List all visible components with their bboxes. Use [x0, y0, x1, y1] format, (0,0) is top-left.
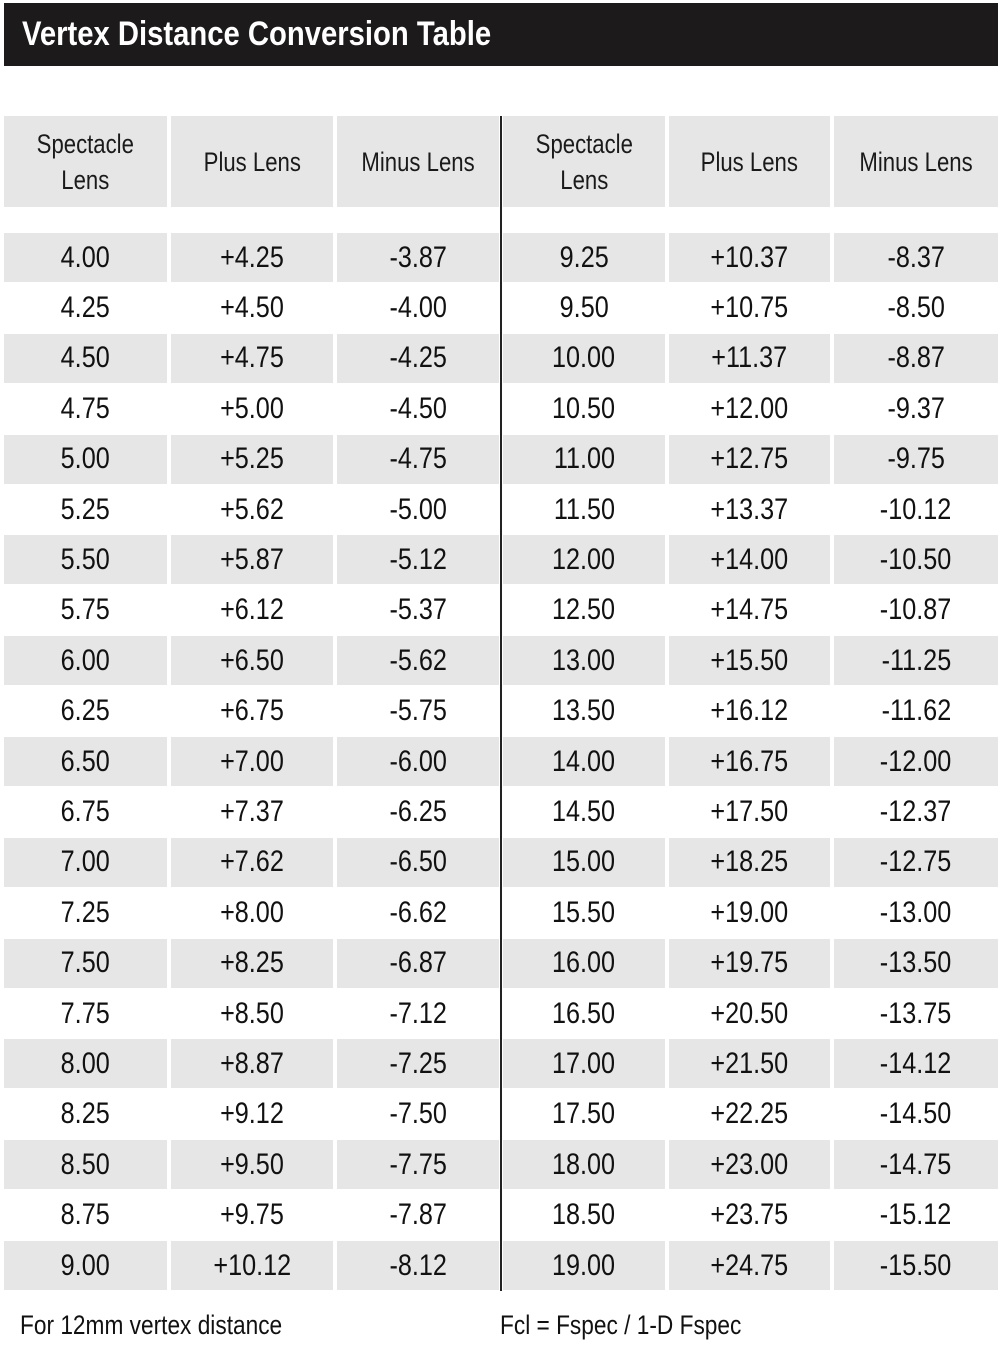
cell-value: -8.50	[887, 290, 945, 324]
table-cell	[669, 586, 830, 635]
header-line: Minus Lens	[361, 146, 475, 177]
footnote-formula: Fcl = Fspec / 1-D Fspec	[500, 1310, 742, 1340]
table-cell	[337, 334, 499, 383]
table-cell	[503, 334, 665, 383]
cell-value: 13.50	[552, 694, 616, 728]
cell-value: 4.75	[60, 391, 111, 425]
table-cell	[4, 435, 167, 484]
cell-value: -7.50	[389, 1097, 447, 1131]
cell-value: +9.75	[220, 1198, 284, 1232]
cell-value: +19.75	[710, 946, 789, 980]
table-cell	[503, 939, 665, 988]
cell-value: -6.00	[389, 744, 447, 778]
cell-value: +6.12	[220, 593, 284, 627]
cell-value: +18.25	[710, 845, 789, 879]
cell-value: 5.00	[60, 442, 111, 476]
column-header-minus-left	[337, 116, 499, 207]
cell-value: +14.75	[710, 593, 789, 627]
table-cell	[669, 939, 830, 988]
table-cell	[4, 1090, 167, 1139]
cell-value: 4.25	[60, 290, 111, 324]
table-cell	[171, 939, 333, 988]
cell-value: +15.50	[710, 643, 789, 677]
cell-value: +21.50	[710, 1046, 789, 1080]
cell-value: +5.25	[220, 442, 284, 476]
table-cell	[171, 838, 333, 887]
cell-value: +10.12	[213, 1248, 291, 1282]
table-cell	[669, 687, 830, 736]
table-cell	[171, 535, 333, 584]
table-cell	[503, 1140, 665, 1189]
header-line: Spectacle	[535, 128, 633, 159]
cell-value: 10.00	[552, 341, 616, 375]
cell-value: 6.75	[60, 794, 111, 828]
cell-value: 14.50	[552, 794, 616, 828]
cell-value: -11.62	[881, 694, 951, 728]
table-cell	[834, 334, 998, 383]
cell-value: +10.37	[710, 240, 789, 274]
cell-value: 6.00	[60, 643, 111, 677]
cell-value: -7.25	[389, 1046, 447, 1080]
table-cell	[337, 787, 499, 836]
table-cell	[669, 435, 830, 484]
table-cell	[834, 888, 998, 937]
cell-value: 5.25	[60, 492, 111, 526]
cell-value: -3.87	[389, 240, 447, 274]
cell-value: -11.25	[881, 643, 951, 677]
table-cell	[337, 1140, 499, 1189]
cell-value: 17.00	[552, 1046, 616, 1080]
column-header-plus-right	[669, 116, 830, 207]
cell-value: 11.50	[553, 492, 615, 526]
cell-value: -5.00	[389, 492, 447, 526]
table-cell	[669, 838, 830, 887]
column-divider	[500, 116, 502, 1291]
cell-value: +12.00	[710, 391, 789, 425]
cell-value: 7.75	[60, 996, 111, 1030]
cell-value: -7.12	[389, 996, 447, 1030]
cell-value: 13.00	[552, 643, 616, 677]
table-cell	[4, 1140, 167, 1189]
cell-value: 15.50	[552, 895, 616, 929]
table-cell	[337, 687, 499, 736]
column-header-label	[203, 144, 300, 180]
table-cell	[171, 233, 333, 282]
cell-value: +4.75	[220, 341, 284, 375]
table-cell	[337, 535, 499, 584]
table-cell	[669, 384, 830, 433]
cell-value: 12.00	[552, 542, 616, 576]
cell-value: -7.87	[389, 1198, 447, 1232]
table-cell	[503, 586, 665, 635]
table-cell	[503, 1039, 665, 1088]
table-cell	[4, 334, 167, 383]
table-cell	[669, 233, 830, 282]
cell-value: +19.00	[710, 895, 789, 929]
cell-value: -4.75	[389, 442, 447, 476]
table-cell	[669, 737, 830, 786]
table-cell	[171, 1191, 333, 1240]
table-cell	[4, 485, 167, 534]
cell-value: 6.25	[60, 694, 111, 728]
cell-value: 14.00	[552, 744, 616, 778]
cell-value: -6.62	[389, 895, 447, 929]
table-cell	[171, 989, 333, 1038]
table-cell	[503, 485, 665, 534]
cell-value: +10.75	[710, 290, 789, 324]
table-cell	[171, 737, 333, 786]
table-cell	[4, 1039, 167, 1088]
cell-value: 9.25	[559, 240, 609, 274]
table-cell	[669, 1191, 830, 1240]
table-cell	[834, 737, 998, 786]
cell-value: 7.50	[60, 946, 111, 980]
table-cell	[337, 586, 499, 635]
cell-value: +5.62	[220, 492, 284, 526]
table-cell	[834, 535, 998, 584]
cell-value: -4.00	[389, 290, 447, 324]
header-line: Plus Lens	[700, 146, 799, 177]
table-cell	[834, 1191, 998, 1240]
header-line: Minus Lens	[859, 146, 973, 177]
header-line: Spectacle	[36, 128, 135, 159]
cell-value: -12.37	[880, 794, 952, 828]
table-cell	[834, 1090, 998, 1139]
cell-value: 17.50	[552, 1097, 616, 1131]
cell-value: +16.12	[710, 694, 789, 728]
column-header-plus-left	[171, 116, 333, 207]
table-cell	[4, 687, 167, 736]
table-cell	[4, 636, 167, 685]
cell-value: +5.00	[220, 391, 284, 425]
table-cell	[337, 1241, 499, 1290]
cell-value: 19.00	[552, 1248, 616, 1282]
table-cell	[503, 233, 665, 282]
table-cell	[171, 636, 333, 685]
table-cell	[834, 1039, 998, 1088]
cell-value: 6.50	[60, 744, 111, 778]
column-header-label	[37, 126, 134, 198]
table-cell	[834, 233, 998, 282]
cell-value: +16.75	[710, 744, 789, 778]
cell-value: -5.75	[389, 694, 447, 728]
cell-value: 8.00	[60, 1046, 111, 1080]
table-cell	[4, 888, 167, 937]
table-cell	[834, 989, 998, 1038]
table-cell	[337, 485, 499, 534]
table-cell	[834, 787, 998, 836]
table-cell	[337, 233, 499, 282]
cell-value: +8.25	[220, 946, 284, 980]
table-cell	[171, 384, 333, 433]
cell-value: -14.12	[880, 1046, 952, 1080]
cell-value: -5.62	[389, 643, 447, 677]
table-cell	[4, 535, 167, 584]
cell-value: 8.75	[60, 1198, 111, 1232]
cell-value: +7.00	[220, 744, 284, 778]
table-cell	[669, 636, 830, 685]
table-cell	[4, 939, 167, 988]
table-cell	[669, 283, 830, 332]
table-cell	[4, 737, 167, 786]
cell-value: 16.50	[552, 996, 616, 1030]
table-cell	[503, 435, 665, 484]
table-cell	[337, 939, 499, 988]
table-cell	[337, 1191, 499, 1240]
table-cell	[669, 787, 830, 836]
cell-value: +8.50	[220, 996, 284, 1030]
cell-value: -14.50	[880, 1097, 952, 1131]
cell-value: -12.75	[880, 845, 952, 879]
cell-value: +6.75	[220, 694, 284, 728]
cell-value: +7.62	[220, 845, 284, 879]
column-header-label	[361, 144, 474, 180]
table-cell	[503, 787, 665, 836]
table-cell	[834, 435, 998, 484]
cell-value: -4.25	[389, 341, 447, 375]
table-cell	[503, 1191, 665, 1240]
cell-value: +7.37	[220, 794, 284, 828]
cell-value: +11.37	[711, 341, 788, 375]
table-cell	[171, 1140, 333, 1189]
table-cell	[669, 1140, 830, 1189]
table-cell	[171, 435, 333, 484]
cell-value: 4.00	[60, 240, 111, 274]
column-header-spectacle-right	[503, 116, 665, 207]
table-cell	[4, 1241, 167, 1290]
table-cell	[834, 838, 998, 887]
table-cell	[4, 989, 167, 1038]
table-cell	[171, 1241, 333, 1290]
cell-value: -6.87	[389, 946, 447, 980]
table-cell	[834, 939, 998, 988]
cell-value: -9.75	[887, 442, 945, 476]
table-cell	[834, 636, 998, 685]
table-cell	[171, 283, 333, 332]
cell-value: -5.12	[389, 542, 447, 576]
table-cell	[171, 485, 333, 534]
table-cell	[171, 687, 333, 736]
table-cell	[337, 1039, 499, 1088]
cell-value: -7.75	[389, 1147, 447, 1181]
cell-value: +4.25	[220, 240, 284, 274]
cell-value: 11.00	[553, 442, 615, 476]
cell-value: +14.00	[710, 542, 789, 576]
cell-value: 16.00	[552, 946, 616, 980]
table-cell	[171, 1090, 333, 1139]
column-header-label	[535, 126, 632, 198]
cell-value: -13.75	[880, 996, 952, 1030]
table-cell	[834, 485, 998, 534]
table-cell	[4, 787, 167, 836]
table-cell	[171, 888, 333, 937]
table-cell	[834, 687, 998, 736]
table-cell	[503, 989, 665, 1038]
table-cell	[834, 283, 998, 332]
table-cell	[171, 1039, 333, 1088]
cell-value: 5.50	[60, 542, 111, 576]
table-cell	[503, 1241, 665, 1290]
title-bar	[4, 3, 998, 66]
table-cell	[503, 535, 665, 584]
table-cell	[337, 435, 499, 484]
table-cell	[171, 586, 333, 635]
cell-value: +4.50	[220, 290, 284, 324]
cell-value: +17.50	[710, 794, 789, 828]
cell-value: -8.12	[389, 1248, 447, 1282]
cell-value: -15.50	[880, 1248, 952, 1282]
table-cell	[834, 1241, 998, 1290]
table-cell	[337, 838, 499, 887]
cell-value: +23.75	[710, 1198, 789, 1232]
footnote-vertex-distance: For 12mm vertex distance	[20, 1310, 283, 1340]
cell-value: +20.50	[710, 996, 789, 1030]
cell-value: -12.00	[880, 744, 952, 778]
table-cell	[669, 535, 830, 584]
cell-value: 15.00	[552, 845, 616, 879]
column-header-minus-right	[834, 116, 998, 207]
table-cell	[4, 283, 167, 332]
cell-value: +8.87	[220, 1046, 284, 1080]
table-cell	[337, 384, 499, 433]
table-cell	[337, 737, 499, 786]
cell-value: -13.00	[880, 895, 952, 929]
cell-value: +8.00	[220, 895, 284, 929]
cell-value: +9.50	[220, 1147, 284, 1181]
table-cell	[337, 636, 499, 685]
table-cell	[669, 334, 830, 383]
table-cell	[669, 1039, 830, 1088]
cell-value: -8.87	[887, 341, 945, 375]
table-cell	[503, 888, 665, 937]
cell-value: 18.50	[552, 1198, 616, 1232]
cell-value: 9.00	[60, 1248, 111, 1282]
table-cell	[4, 384, 167, 433]
cell-value: -10.87	[880, 593, 952, 627]
header-line: Lens	[61, 164, 110, 195]
cell-value: +24.75	[710, 1248, 789, 1282]
cell-value: 4.50	[60, 341, 111, 375]
cell-value: +9.12	[220, 1097, 284, 1131]
table-cell	[503, 384, 665, 433]
cell-value: -6.50	[389, 845, 447, 879]
cell-value: +6.50	[220, 643, 284, 677]
cell-value: -8.37	[887, 240, 945, 274]
cell-value: 8.50	[60, 1147, 111, 1181]
table-cell	[834, 586, 998, 635]
table-cell	[503, 838, 665, 887]
cell-value: 18.00	[552, 1147, 616, 1181]
cell-value: +5.87	[220, 542, 284, 576]
cell-value: 9.50	[559, 290, 609, 324]
table-cell	[669, 989, 830, 1038]
table-cell	[337, 1090, 499, 1139]
cell-value: +12.75	[710, 442, 789, 476]
table-cell	[669, 485, 830, 534]
table-cell	[669, 888, 830, 937]
cell-value: -6.25	[389, 794, 447, 828]
cell-value: -9.37	[887, 391, 945, 425]
column-header-spectacle-left	[4, 116, 167, 207]
table-cell	[337, 888, 499, 937]
table-cell	[4, 838, 167, 887]
table-cell	[503, 687, 665, 736]
page-title: Vertex Distance Conversion Table	[22, 15, 492, 53]
cell-value: -15.12	[880, 1198, 952, 1232]
cell-value: -10.50	[880, 542, 952, 576]
table-cell	[4, 1191, 167, 1240]
cell-value: 12.50	[552, 593, 616, 627]
table-cell	[503, 283, 665, 332]
table-cell	[337, 283, 499, 332]
cell-value: -4.50	[389, 391, 447, 425]
table-cell	[171, 334, 333, 383]
header-line: Lens	[559, 164, 608, 195]
table-cell	[834, 384, 998, 433]
cell-value: 10.50	[552, 391, 616, 425]
cell-value: +23.00	[710, 1147, 789, 1181]
table-cell	[4, 233, 167, 282]
column-header-label	[859, 144, 972, 180]
header-line: Plus Lens	[203, 146, 301, 177]
cell-value: 8.25	[60, 1097, 111, 1131]
cell-value: 7.25	[60, 895, 111, 929]
table-cell	[503, 636, 665, 685]
cell-value: -5.37	[389, 593, 447, 627]
cell-value: -10.12	[880, 492, 952, 526]
cell-value: 5.75	[60, 593, 111, 627]
cell-value: +13.37	[710, 492, 789, 526]
cell-value: -13.50	[880, 946, 952, 980]
table-cell	[337, 989, 499, 1038]
cell-value: 7.00	[60, 845, 111, 879]
table-cell	[503, 1090, 665, 1139]
table-cell	[503, 737, 665, 786]
table-cell	[834, 1140, 998, 1189]
cell-value: +22.25	[710, 1097, 789, 1131]
table-cell	[669, 1241, 830, 1290]
table-cell	[171, 787, 333, 836]
table-cell	[669, 1090, 830, 1139]
column-header-label	[701, 144, 798, 180]
cell-value: -14.75	[880, 1147, 952, 1181]
table-cell	[4, 586, 167, 635]
